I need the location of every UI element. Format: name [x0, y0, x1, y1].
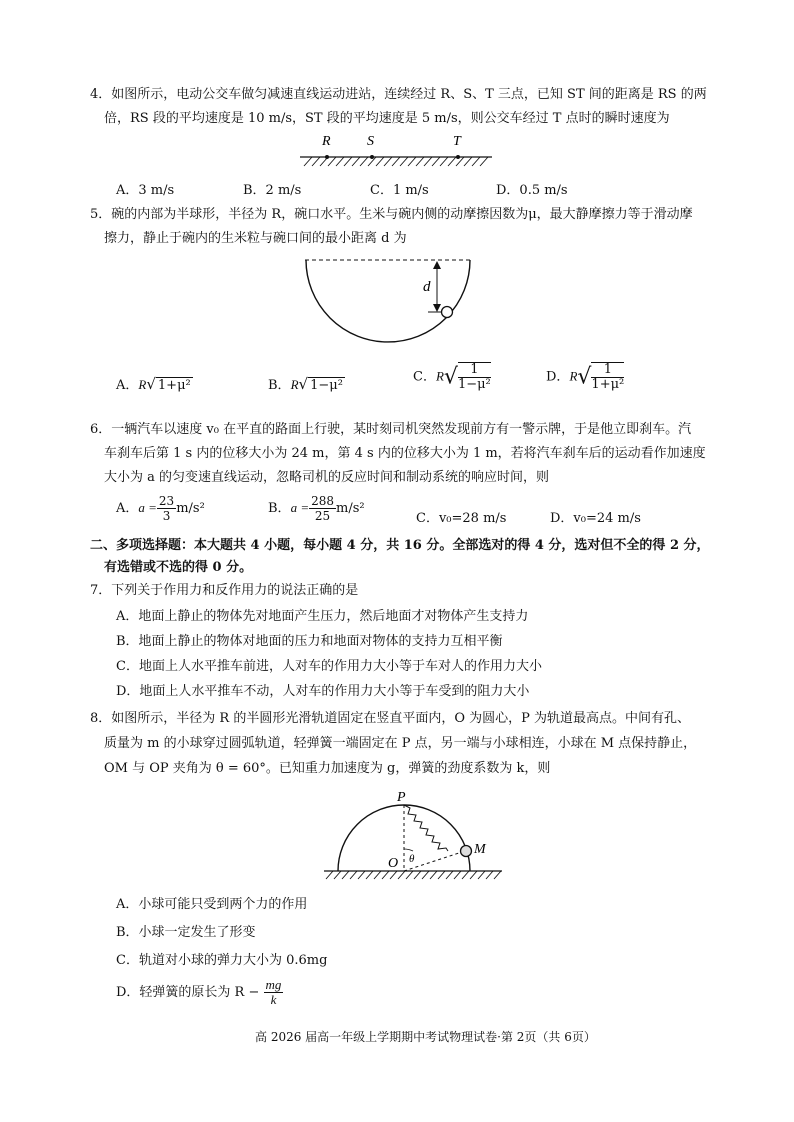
- q6-option-c: C．v₀=28 m/s: [416, 511, 507, 526]
- q4-option-d: D．0.5 m/s: [496, 183, 568, 198]
- ball-m: [461, 846, 472, 857]
- label-o: O: [388, 856, 399, 871]
- q4-option-a: A．3 m/s: [116, 183, 175, 198]
- q6-option-d: D．v₀=24 m/s: [550, 511, 641, 526]
- q4-option-b: B．2 m/s: [243, 183, 302, 198]
- q8-option-b: B．小球一定发生了形变: [116, 925, 256, 940]
- section2-heading-line1: 二、多项选择题：本大题共 4 小题，每小题 4 分，共 16 分。全部选对的得 4 分，选对但不全的得 2 分，: [90, 538, 710, 553]
- point-r: [325, 155, 329, 159]
- q7-option-d: D．地面上人水平推车不动，人对车的作用力大小等于车受到的阻力大小: [116, 684, 530, 699]
- q7-option-c: C．地面上人水平推车前进，人对车的作用力大小等于车对人的作用力大小: [116, 659, 542, 674]
- q6-option-a: A．a = $\frac{23}{3}$ m/s²: [116, 494, 205, 523]
- label-r: R: [322, 134, 331, 149]
- point-t: [456, 155, 460, 159]
- label-p: P: [397, 790, 406, 805]
- q8-line2: 质量为 m 的小球穿过圆弧轨道，轻弹簧一端固定在 P 点，另一端与小球相连，小球在 M 点保持静止，: [104, 736, 697, 751]
- label-m: M: [474, 842, 486, 857]
- q5-line1: 5．碗的内部为半球形，半径为 R，碗口水平。生米与碗内侧的动摩擦因数为μ，最大静摩擦力等于滑动摩: [90, 207, 693, 222]
- q7-stem: 7．下列关于作用力和反作用力的说法正确的是: [90, 583, 359, 598]
- q4-line1: 4．如图所示，电动公交车做匀减速直线运动进站，连续经过 R、S、T 三点，已知 ST 间的距离是 RS 的两: [90, 87, 707, 102]
- q8-line3: OM 与 OP 夹角为 θ = 60°。已知重力加速度为 g，弹簧的劲度系数为 k，则: [104, 761, 551, 776]
- q5-line2: 擦力，静止于碗内的生米粒与碗口间的最小距离 d 为: [104, 231, 407, 246]
- q5-option-b: B．R√ 1−μ²: [268, 375, 343, 393]
- label-t: T: [453, 134, 461, 149]
- q5-option-d: D．R√ $\frac{1}{\text{1+μ²}}$: [546, 362, 625, 392]
- q6-option-b: B．a = $\frac{288}{25}$ m/s²: [268, 494, 365, 523]
- q8-option-c: C．轨道对小球的弹力大小为 0.6mg: [116, 953, 328, 968]
- q5-bowl-figure: [300, 255, 480, 355]
- q7-option-b: B．地面上静止的物体对地面的压力和地面对物体的支持力互相平衡: [116, 634, 503, 649]
- q6-line1: 6．一辆汽车以速度 v₀ 在平直的路面上行驶，某时刻司机突然发现前方有一警示牌，于是他立即刹车。汽: [90, 422, 692, 437]
- q5-option-c: C．R√ $\frac{1}{\text{1−μ²}}$: [413, 362, 491, 392]
- rice-grain: [442, 307, 453, 318]
- q8-option-a: A．小球可能只受到两个力的作用: [116, 897, 308, 912]
- q5-option-a: A．R√ 1+μ²: [116, 375, 191, 393]
- q6-line2: 车刹车后第 1 s 内的位移大小为 24 m，第 4 s 内的位移大小为 1 m，若将汽车刹车后的运动看作加速度: [104, 446, 706, 461]
- label-s: S: [367, 134, 374, 149]
- q8-option-d: D．轻弹簧的原长为 R − $\frac{mg}{k}$: [116, 977, 282, 1007]
- section2-heading-line2: 有选错或不选的得 0 分。: [104, 560, 253, 575]
- q8-line1: 8．如图所示，半径为 R 的半圆形光滑轨道固定在竖直平面内，O 为圆心，P 为轨道最高点。中间有孔、: [90, 711, 690, 726]
- point-s: [370, 155, 374, 159]
- page-footer: 高 2026 届高一年级上学期期中考试物理试卷·第 2页（共 6页）: [255, 1030, 596, 1044]
- q4-option-c: C．1 m/s: [370, 183, 429, 198]
- q8-track-figure: [320, 787, 510, 882]
- label-d: d: [423, 279, 431, 295]
- q4-line2: 倍，RS 段的平均速度是 10 m/s，ST 段的平均速度是 5 m/s，则公交车经过 T 点时的瞬时速度为: [104, 111, 670, 126]
- label-theta: θ: [409, 853, 415, 865]
- q4-road-figure: [300, 130, 500, 170]
- q7-option-a: A．地面上静止的物体先对地面产生压力，然后地面才对物体产生支持力: [116, 609, 529, 624]
- q6-line3: 大小为 a 的匀变速直线运动，忽略司机的反应时间和制动系统的响应时间，则: [104, 470, 550, 485]
